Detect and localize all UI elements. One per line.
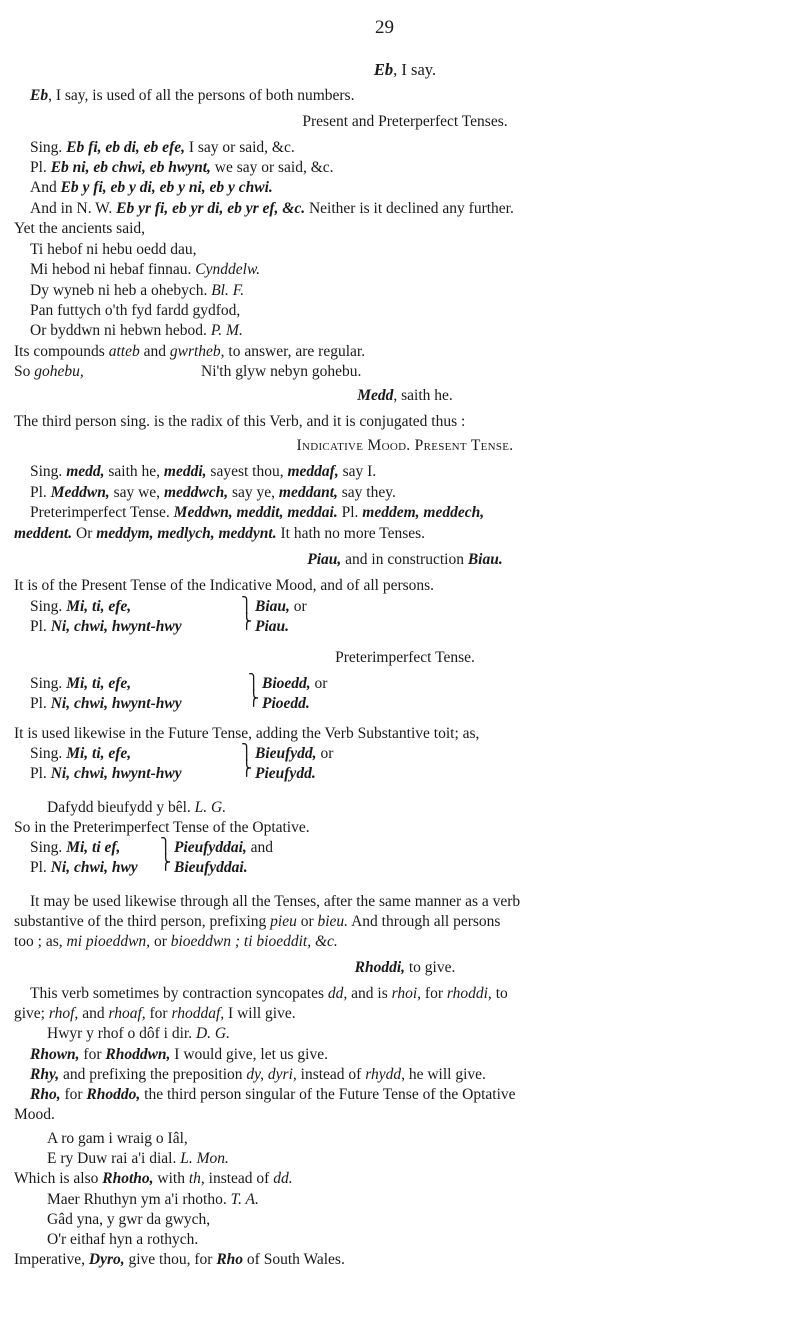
text-line: Sing. Mi, ti, efe, [30,745,132,762]
poem-line: Gâd yna, y gwr da gwych, [47,1211,211,1228]
text-line: Sing. Mi, ti, efe, [30,675,132,692]
text-line: Sing. Mi, ti ef, [30,839,121,856]
text-line: Its compounds atteb and gwrtheb, to answer, are regular. [14,343,366,360]
subheading: Present and Preterperfect Tenses. [302,113,508,130]
text-line: Piau. [255,618,290,635]
brace: ⎫ ⎬ [248,675,260,707]
section-heading-rhoddi: Rhoddi, to give. [354,959,456,976]
text-line: So in the Preterimperfect Tense of the Optative. [14,819,310,836]
text-line: Pieufyddai, and [174,839,274,856]
section-heading-piau: Piau, and in construction Biau. [307,551,503,568]
poem-line: Or byddwn ni hebwn hebod. P. M. [30,322,243,339]
section-heading-medd: Medd, saith he. [357,387,453,404]
text-line: Pioedd. [262,695,310,712]
text-line: Ni'th glyw nebyn gohebu. [201,363,362,380]
text-line: Which is also Rhotho, with th, instead of dd. [14,1170,293,1187]
poem-line: O'r eithaf hyn a rothych. [47,1231,199,1248]
text-line: Sing. medd, saith he, meddi, sayest thou, meddaf, say I. [30,463,377,480]
text-line: Sing. Eb fi, eb di, eb efe, I say or said, &c. [30,139,295,156]
page-number: 29 [375,17,394,38]
brace: ⎫ ⎬ [241,745,253,777]
text-line: Mood. [14,1106,55,1123]
text-line: Pl. Meddwn, say we, meddwch, say ye, meddant, say they. [30,484,396,501]
poem-line: Pan futtych o'th fyd fardd gydfod, [30,302,241,319]
poem-line: Dy wyneb ni heb a ohebych. Bl. F. [30,282,245,299]
text-line: The third person sing. is the radix of this Verb, and it is conjugated thus : [14,413,466,430]
text-line: Pl. Ni, chwi, hwynt-hwy [30,618,182,635]
text-line: Bieufyddai. [174,859,248,876]
text-line: Preterimperfect Tense. Meddwn, meddit, meddai. Pl. meddem, meddech, [30,504,485,521]
text-line: give; rhof, and rhoaf, for rhoddaf, I will give. [14,1005,296,1022]
text-line: meddent. Or meddym, medlych, meddynt. It hath no more Tenses. [14,525,426,542]
text-line: And Eb y fi, eb y di, eb y ni, eb y chwi. [30,179,273,196]
poem-line: A ro gam i wraig o Iâl, [47,1130,188,1147]
section-heading-eb: Eb, I say. [373,60,437,79]
poem-line: Ti hebof ni hebu oedd dau, [30,241,197,258]
brace: ⎫ ⎬ [241,598,253,630]
quote-line: Dafydd bieufydd y bêl. L. G. [47,799,227,816]
text-line: It is used likewise in the Future Tense, adding the Verb Substantive toit; as, [14,725,480,742]
text-line: Pl. Eb ni, eb chwi, eb hwynt, we say or said, &c. [30,159,334,176]
poem-line: Mi hebod ni hebaf finnau. Cynddelw. [30,261,261,278]
text-line: It is of the Present Tense of the Indicative Mood, and of all persons. [14,577,435,594]
text-line: Eb, I say, is used of all the persons of both numbers. [30,87,355,104]
text-line: Bioedd, or [262,675,328,692]
text-line: Yet the ancients said, [14,220,146,237]
text-line: It may be used likewise through all the Tenses, after the same manner as a verb [30,893,521,910]
poem-line: Maer Rhuthyn ym a'i rhotho. T. A. [47,1191,259,1208]
text-line: Pl. Ni, chwi, hwy [30,859,138,876]
text-line: Biau, or [255,598,307,615]
subheading: Indicative Mood. Present Tense. [296,437,514,454]
poem-line: E ry Duw rai a'i dial. L. Mon. [47,1150,229,1167]
text-line: Imperative, Dyro, give thou, for Rho of South Wales. [14,1251,345,1268]
text-line: Rhy, and prefixing the preposition dy, dyri, instead of rhydd, he will give. [30,1066,486,1083]
brace: ⎫ ⎬ [160,839,172,871]
text-line: Pl. Ni, chwi, hwynt-hwy [30,695,182,712]
text-line: And in N. W. Eb yr fi, eb yr di, eb yr ef, &c. Neither is it declined any further. [30,200,514,217]
text-line: substantive of the third person, prefixing pieu or bieu. And through all persons [14,913,501,930]
text-line: Pieufydd. [255,765,316,782]
quote-line: Hwyr y rhof o dôf i dir. D. G. [47,1025,230,1042]
text-line: So gohebu, [14,363,84,380]
text-line: Bieufydd, or [255,745,334,762]
text-line: This verb sometimes by contraction syncopates dd, and is rhoi, for rhoddi, to [30,985,508,1002]
text-line: Pl. Ni, chwi, hwynt-hwy [30,765,182,782]
subheading: Preterimperfect Tense. [335,649,475,666]
text-line: Rhown, for Rhoddwn, I would give, let us give. [30,1046,328,1063]
text-line: Sing. Mi, ti, efe, [30,598,132,615]
text-line: too ; as, mi pioeddwn, or bioeddwn ; ti bioeddit, &c. [14,933,338,950]
text-line: Rho, for Rhoddo, the third person singular of the Future Tense of the Optative [30,1086,516,1103]
